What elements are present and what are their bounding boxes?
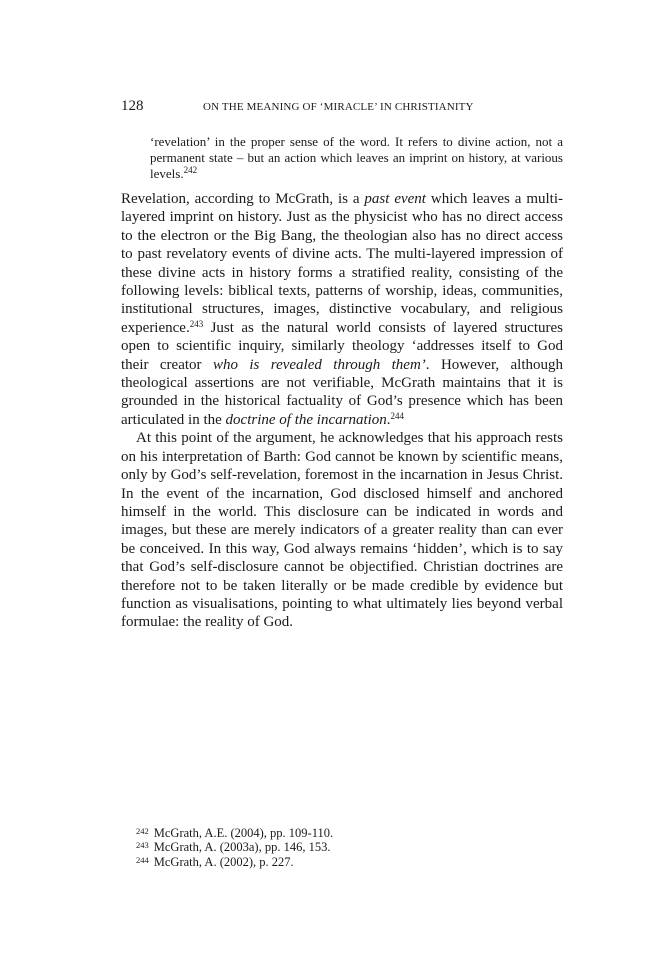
paragraph-1-segment-1: Revelation, according to McGrath, is a (121, 191, 365, 207)
footnote-ref-242[interactable]: 242 (183, 165, 198, 176)
footnote-ref-244[interactable]: 244 (390, 410, 405, 421)
footnote-text: McGrath, A.E. (2004), pp. 109-110. (153, 826, 334, 840)
running-head: ON THE MEANING OF ‘MIRACLE’ IN CHRISTIANITY (203, 101, 474, 113)
footnote-243 (136, 840, 563, 854)
paragraph-1-segment-4: . However, although theological assertions are not verifiable, McGrath maintains that it is grounded in the historical factuality of God’s presence which has been articulated in the (121, 356, 563, 428)
body-text (121, 190, 563, 632)
block-quote-text: ‘revelation’ in the proper sense of the word. It refers to divine action, not a permanent state – but an action which leaves an imprint on history, at various levels. (150, 134, 563, 182)
footnote-number: 242 (136, 826, 149, 836)
footnote-number: 244 (136, 854, 149, 865)
page-header (121, 98, 563, 118)
footnotes (136, 826, 563, 869)
footnote-242 (136, 826, 563, 840)
footnote-244 (136, 855, 563, 869)
paragraph-2: At this point of the argument, he acknowledges that his approach rests on his interpretation of Barth: God cannot be known by scientific means, only by God’s self-revelation, foremost in the incarnation in Jesus Christ. In the event of the incarnation, God disclosed himself and anchored himself in the world. This disclosure can be indicated in words and images, but these are merely indicators of a greater reality than can ever be conceived. In this way, God always remains ‘hidden’, which is to say that God’s self-disclosure cannot be objectified. Christian doctrines are therefore not to be taken literally or be made credible by evidence but function as visualisations, pointing to what ultimately lies beyond verbal formulae: the reality of God. (121, 430, 563, 631)
footnote-number: 243 (136, 840, 149, 851)
page-number: 128 (121, 98, 144, 114)
paragraph-1-segment-5: . (386, 411, 391, 428)
emphasis-revealed-through-them: who is revealed through them’ (212, 356, 426, 373)
paragraph-1 (121, 190, 563, 429)
block-quote (150, 134, 563, 183)
footnote-text: McGrath, A. (2003a), pp. 146, 153. (153, 840, 331, 855)
footnote-text: McGrath, A. (2002), p. 227. (153, 854, 294, 869)
paragraph-1-segment-2: which leaves a multi-layered imprint on history. Just as the physicist who has no direct access to the electron or the Big Bang, the theologian also has no direct access to past revelatory events of divine acts. The multi-layered impression of these divine acts in history forms a stratified reality, consisting of the following levels: biblical texts, patterns of worship, ideas, communities, institutional structures, images, distinctive vocabulary, and religious experience. (121, 191, 563, 336)
emphasis-doctrine-of-incarnation: doctrine of the incarnation (225, 411, 387, 428)
paragraph-1-segment-3: Just as the natural world consists of layered structures open to scientific inquiry, similarly theology ‘addresses itself to God their creator (121, 319, 563, 373)
footnote-ref-243[interactable]: 243 (189, 318, 204, 329)
emphasis-past-event: past event (364, 191, 426, 207)
